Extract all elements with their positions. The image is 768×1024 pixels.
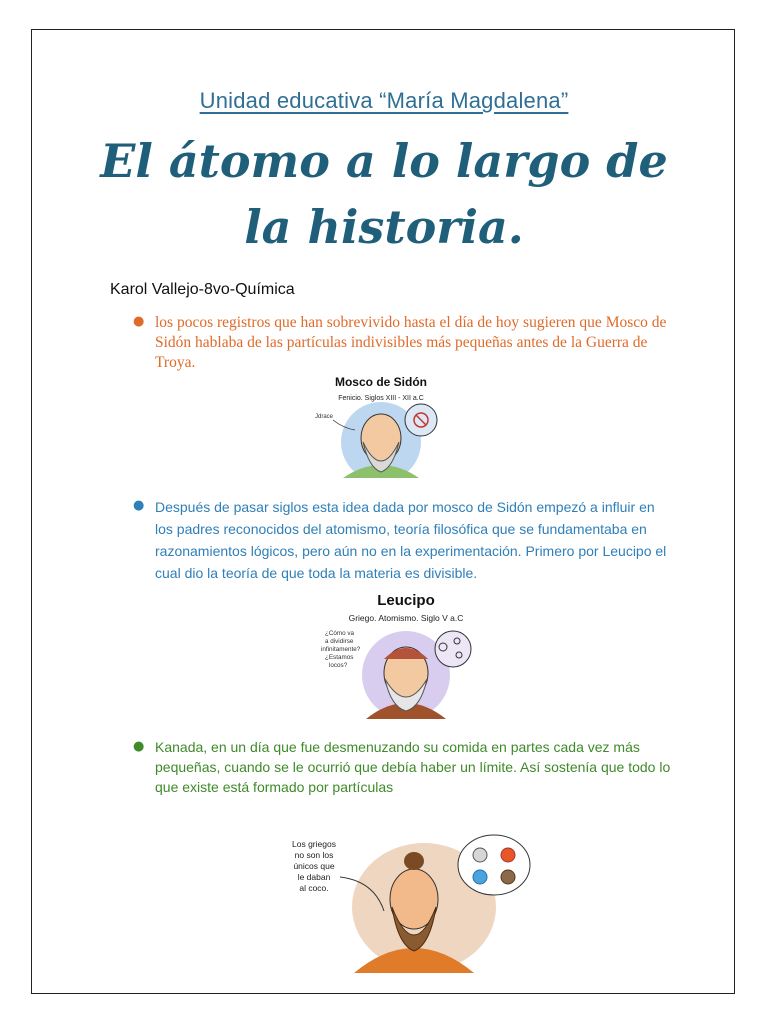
school-name: Unidad educativa “María Magdalena” <box>199 88 569 113</box>
leucipo-speech-3: infinitamente? <box>321 646 361 653</box>
page-title <box>100 128 668 260</box>
kanada-speech-1: Los griegos <box>292 839 336 849</box>
leucipo-speech-5: locos? <box>329 662 348 669</box>
title-line-1: El átomo a lo largo de <box>100 134 668 188</box>
kanada-speech-3: únicos que <box>293 861 335 871</box>
mosco-name: Mosco de Sidón <box>334 375 428 389</box>
earth-element-icon <box>501 870 515 884</box>
kanada-speech-5: al coco. <box>299 883 329 893</box>
paragraph-kanada: Kanada, en un día que fue desmenuzando su comida en partes cada vez más pequeñas, cuando se le ocurrió que debía haber un límite. Así sostenía que todo lo que existe está formado por partículas <box>155 739 671 795</box>
kanada-hair-bun <box>404 852 424 870</box>
leucipo-speech-1: ¿Cómo va <box>325 630 355 637</box>
bullet-3: ● <box>133 739 145 754</box>
kanada-thought-bubble <box>458 835 530 895</box>
mosco-subtitle: Fenicio. Siglos XIII - XII a.C <box>338 395 424 402</box>
leucipo-illustration <box>311 587 476 719</box>
kanada-speech-2: no son los <box>294 850 334 860</box>
bullet-2: ● <box>133 498 145 513</box>
leucipo-subtitle: Griego. Atomismo. Siglo V a.C <box>348 613 464 623</box>
air-element-icon <box>473 848 487 862</box>
kanada-illustration <box>274 827 534 973</box>
leucipo-thought-bubble <box>435 631 471 667</box>
leucipo-speech-4: ¿Estamos <box>325 654 354 661</box>
kanada-speech-4: le daban <box>297 872 331 882</box>
mosco-speech: Jdrace <box>315 414 334 420</box>
water-element-icon <box>473 870 487 884</box>
author-line: Karol Vallejo-8vo-Química <box>110 281 295 298</box>
paragraph-mosco: los pocos registros que han sobrevivido hasta el día de hoy sugieren que Mosco de Sidón hablaba de las partículas indivisibles más pequeñas antes de la Guerra de Troya. <box>155 314 667 371</box>
fire-element-icon <box>501 848 515 862</box>
bullet-1: ● <box>133 314 145 329</box>
leucipo-name: Leucipo <box>377 592 435 609</box>
mosco-illustration <box>303 370 458 478</box>
title-line-2: la historia. <box>244 200 524 254</box>
paragraph-leucipo: Después de pasar siglos esta idea dada por mosco de Sidón empezó a influir en los padres reconocidos del atomismo, teoría filosófica que se fundamentaba en razonamientos lógicos, pero aún no en la experimentación. Primero por Leucipo el cual dio la teoría de que toda la materia es divisible. <box>155 499 667 581</box>
leucipo-speech-2: a dividirse <box>325 638 354 645</box>
